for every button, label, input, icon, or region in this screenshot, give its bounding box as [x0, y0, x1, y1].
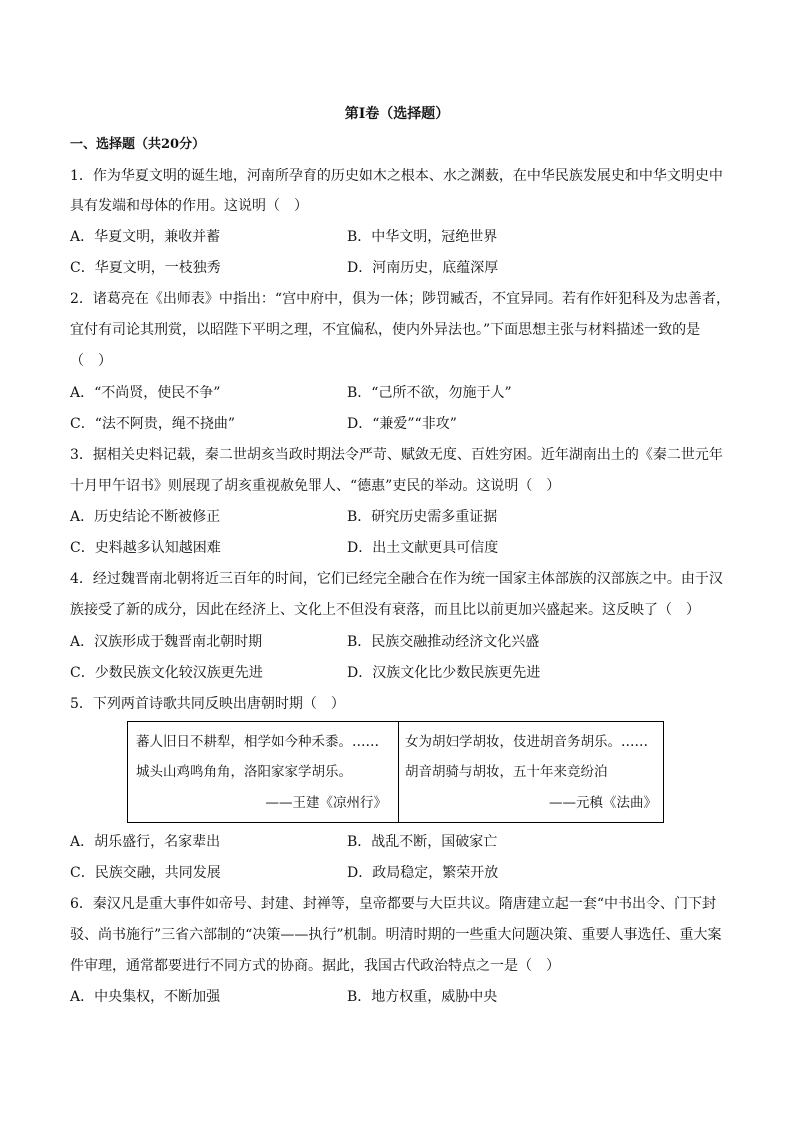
q5-option-a[interactable]: A．胡乐盛行，名家辈出 [70, 834, 221, 850]
q6-stem-line-1: 6．秦汉凡是重大事件如帝号、封建、封禅等，皇帝都要与大臣共议。隋唐建立起一套“中书出令、门下封 [70, 896, 717, 912]
q3-option-d[interactable]: D．出土文献更具可信度 [347, 540, 499, 556]
q1-option-c[interactable]: C．华夏文明，一枝独秀 [70, 260, 221, 276]
q6-stem-line-2: 驳、尚书施行”三省六部制的“决策——执行”机制。明清时期的一些重大问题决策、重要人事选任、重大案 [70, 927, 722, 943]
poem-right-line-2: 胡音胡骑与胡妆，五十年来竞纷泊 [405, 764, 608, 780]
q2-stem-line-2: 宜付有司论其刑赏，以昭陛下平明之理，不宜偏私，使内外异法也。”下面思想主张与材料描述一致的是 [70, 322, 701, 338]
q1-option-d[interactable]: D．河南历史，底蕴深厚 [347, 260, 499, 276]
poem-left-line-1: 蕃人旧日不耕犁，相学如今种禾黍。…… [136, 734, 379, 750]
q2-stem-line-1: 2．诸葛亮在《出师表》中指出：“宫中府中，俱为一体；陟罚臧否，不宜异同。若有作奸犯科及为忠善者， [70, 291, 731, 307]
poem-right-line-1: 女为胡妇学胡妆，伎进胡音务胡乐。…… [405, 734, 648, 750]
q3-option-c[interactable]: C．史料越多认知越困难 [70, 540, 221, 556]
poem-left-source: ——王建《凉州行》 [265, 795, 387, 811]
poem-right-source: ——元稹《法曲》 [549, 795, 657, 811]
q2-option-d[interactable]: D．“兼爱”“非攻” [347, 416, 457, 432]
poem-left-line-2: 城头山鸡鸣角角，洛阳家家学胡乐。 [136, 764, 352, 780]
q4-stem-line-1: 4．经过魏晋南北朝将近三百年的时间，它们已经完全融合在作为统一国家主体部族的汉部族之中。由于汉 [70, 571, 723, 587]
paper-title: 第Ⅰ卷（选择题） [344, 106, 450, 122]
poem-table [127, 721, 664, 823]
q2-option-b[interactable]: B．“己所不欲，勿施于人” [347, 385, 512, 401]
q6-option-a[interactable]: A．中央集权，不断加强 [70, 989, 221, 1005]
q5-option-d[interactable]: D．政局稳定，繁荣开放 [347, 865, 499, 881]
q2-option-c[interactable]: C．“法不阿贵，绳不挠曲” [70, 416, 236, 432]
q2-stem-line-3: （ ） [70, 353, 112, 369]
q3-stem-line-2: 十月甲午诏书》则展现了胡亥重视赦免罪人、“德惠”吏民的举动。这说明（ ） [70, 478, 561, 494]
q4-option-a[interactable]: A．汉族形成于魏晋南北朝时期 [70, 634, 263, 650]
q1-option-b[interactable]: B．中华文明，冠绝世界 [347, 229, 498, 245]
q4-option-b[interactable]: B．民族交融推动经济文化兴盛 [347, 634, 540, 650]
q6-option-b[interactable]: B．地方权重，威胁中央 [347, 989, 498, 1005]
q1-stem-line-1: 1．作为华夏文明的诞生地，河南所孕育的历史如木之根本、水之渊薮，在中华民族发展史和中华文明史中 [70, 168, 723, 184]
q1-stem-line-2: 具有发端和母体的作用。这说明（ ） [70, 198, 308, 214]
q4-option-c[interactable]: C．少数民族文化较汉族更先进 [70, 665, 263, 681]
q3-stem-line-1: 3．据相关史料记载，秦二世胡亥当政时期法令严苛、赋敛无度、百姓穷困。近年湖南出土的《秦二世元年 [70, 447, 723, 463]
section-heading: 一、选择题（共20分） [70, 137, 206, 152]
q5-option-c[interactable]: C．民族交融，共同发展 [70, 865, 221, 881]
q4-option-d[interactable]: D．汉族文化比少数民族更先进 [347, 665, 541, 681]
q5-stem-line-1: 5．下列两首诗歌共同反映出唐朝时期（ ） [70, 696, 345, 712]
q3-option-a[interactable]: A．历史结论不断被修正 [70, 509, 221, 525]
q2-option-a[interactable]: A．“不尚贤，使民不争” [70, 385, 221, 401]
q6-stem-line-3: 件审理，通常都要进行不同方式的协商。据此，我国古代政治特点之一是（ ） [70, 958, 560, 974]
q5-option-b[interactable]: B．战乱不断，国破家亡 [347, 834, 498, 850]
q4-stem-line-2: 族接受了新的成分，因此在经济上、文化上不但没有衰落，而且比以前更加兴盛起来。这反映了（ ） [70, 602, 700, 618]
poem-divider [398, 722, 399, 822]
q1-option-a[interactable]: A．华夏文明，兼收并蓄 [70, 229, 221, 245]
q3-option-b[interactable]: B．研究历史需多重证据 [347, 509, 498, 525]
